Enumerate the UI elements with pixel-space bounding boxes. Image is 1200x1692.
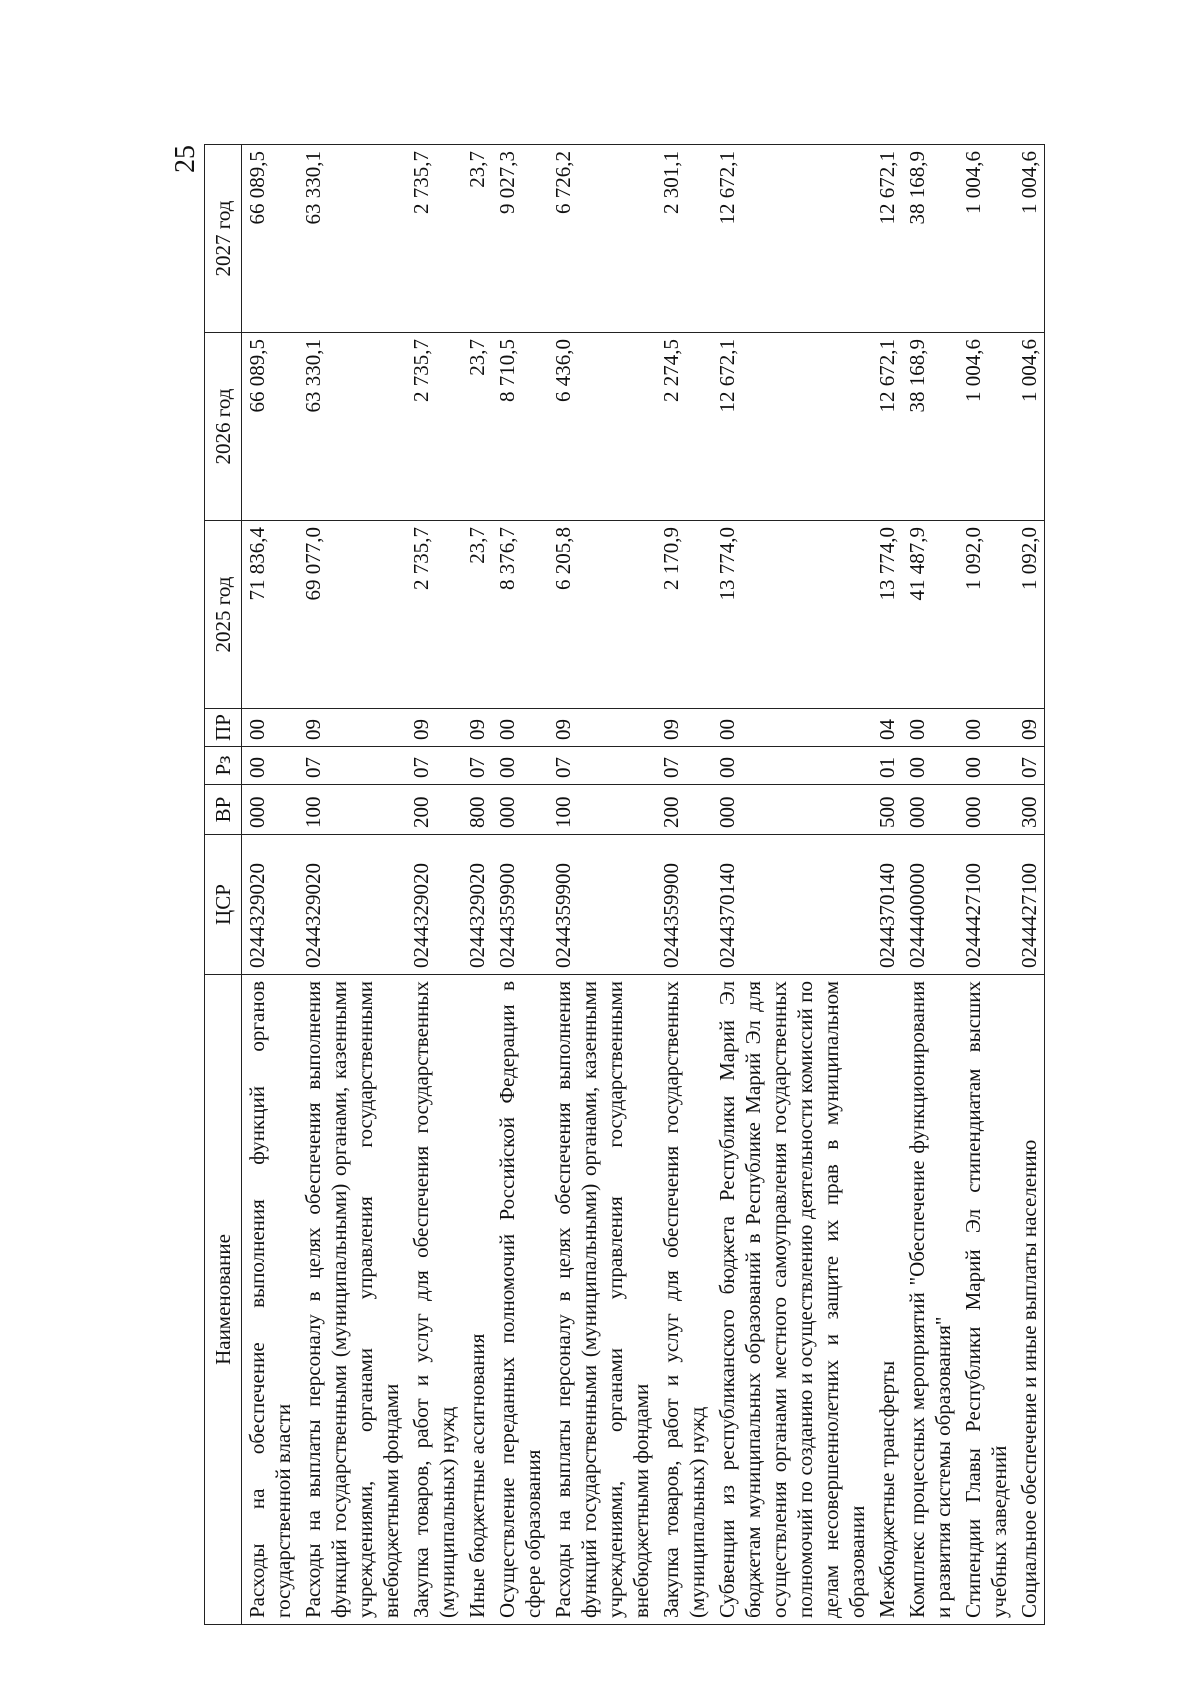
row-csr: 0244359900	[492, 835, 548, 975]
row-value-2025: 2 735,7	[406, 521, 462, 709]
row-vr: 000	[492, 785, 548, 835]
row-csr: 0244427100	[1014, 835, 1045, 975]
row-pr: 09	[462, 709, 492, 747]
row-value-2025: 41 487,9	[902, 521, 958, 709]
table-row	[242, 145, 299, 1625]
table-row	[872, 145, 902, 1625]
row-pr: 09	[1014, 709, 1045, 747]
table-row	[656, 145, 712, 1625]
row-pr: 00	[242, 709, 299, 747]
row-value-2027: 9 027,3	[492, 145, 548, 333]
row-name: Субвенции из республиканского бюджета Республики Марий Эл бюджетам муниципальных образований в Республике Марий Эл для осуществления органами местного самоуправления государственных полномочий по созданию и осуществлению деятельности комиссий по делам несовершеннолетних и защите их прав в муниципальном образовании	[712, 975, 872, 1625]
row-csr: 0244329020	[242, 835, 299, 975]
row-name: Комплекс процессных мероприятий "Обеспечение функционирования и развития системы образования"	[902, 975, 958, 1625]
row-rz: 01	[872, 747, 902, 785]
table-row	[1014, 145, 1045, 1625]
table-row	[492, 145, 548, 1625]
row-name: Расходы на обеспечение выполнения функций органов государственной власти	[242, 975, 299, 1625]
row-value-2025: 1 092,0	[958, 521, 1014, 709]
row-value-2026: 38 168,9	[902, 333, 958, 521]
row-pr: 00	[902, 709, 958, 747]
row-value-2027: 2 301,1	[656, 145, 712, 333]
row-name: Социальное обеспечение и иные выплаты населению	[1014, 975, 1045, 1625]
row-rz: 07	[1014, 747, 1045, 785]
row-vr: 100	[298, 785, 406, 835]
table-body	[242, 145, 1045, 1625]
table-row	[462, 145, 492, 1625]
row-csr: 0244359900	[656, 835, 712, 975]
row-pr: 00	[492, 709, 548, 747]
row-csr: 0244329020	[406, 835, 462, 975]
table-row	[712, 145, 872, 1625]
row-rz: 00	[958, 747, 1014, 785]
row-vr: 000	[242, 785, 299, 835]
row-csr: 0244359900	[548, 835, 656, 975]
row-csr: 0244400000	[902, 835, 958, 975]
row-value-2027: 66 089,5	[242, 145, 299, 333]
row-value-2026: 8 710,5	[492, 333, 548, 521]
row-pr: 09	[656, 709, 712, 747]
row-csr: 0244427100	[958, 835, 1014, 975]
row-value-2027: 23,7	[462, 145, 492, 333]
row-vr: 800	[462, 785, 492, 835]
row-value-2025: 13 774,0	[712, 521, 872, 709]
row-rz: 00	[492, 747, 548, 785]
row-csr: 0244329020	[298, 835, 406, 975]
row-value-2025: 6 205,8	[548, 521, 656, 709]
row-value-2026: 12 672,1	[712, 333, 872, 521]
row-value-2026: 23,7	[462, 333, 492, 521]
row-name: Закупка товаров, работ и услуг для обеспечения государственных (муниципальных) нужд	[406, 975, 462, 1625]
row-value-2025: 1 092,0	[1014, 521, 1045, 709]
row-value-2027: 12 672,1	[872, 145, 902, 333]
header-2025: 2025 год	[205, 521, 242, 709]
header-name: Наименование	[205, 975, 242, 1625]
row-rz: 07	[406, 747, 462, 785]
row-value-2027: 1 004,6	[1014, 145, 1045, 333]
row-vr: 300	[1014, 785, 1045, 835]
row-vr: 000	[902, 785, 958, 835]
row-value-2025: 13 774,0	[872, 521, 902, 709]
row-name: Межбюджетные трансферты	[872, 975, 902, 1625]
row-vr: 000	[712, 785, 872, 835]
row-vr: 000	[958, 785, 1014, 835]
row-rz: 00	[902, 747, 958, 785]
row-value-2027: 6 726,2	[548, 145, 656, 333]
row-pr: 04	[872, 709, 902, 747]
row-value-2027: 2 735,7	[406, 145, 462, 333]
row-value-2027: 1 004,6	[958, 145, 1014, 333]
header-rz: Рз	[205, 747, 242, 785]
table-row	[298, 145, 406, 1625]
row-value-2026: 6 436,0	[548, 333, 656, 521]
row-csr: 0244370140	[872, 835, 902, 975]
row-pr: 00	[958, 709, 1014, 747]
row-vr: 500	[872, 785, 902, 835]
row-name: Иные бюджетные ассигнования	[462, 975, 492, 1625]
row-rz: 07	[548, 747, 656, 785]
row-vr: 200	[406, 785, 462, 835]
row-value-2025: 23,7	[462, 521, 492, 709]
row-value-2027: 12 672,1	[712, 145, 872, 333]
row-value-2026: 2 274,5	[656, 333, 712, 521]
row-value-2025: 69 077,0	[298, 521, 406, 709]
row-name: Расходы на выплаты персоналу в целях обеспечения выполнения функций государственными (муниципальными) органами, казенными учреждениями, органами управления государственными внебюджетными фондами	[298, 975, 406, 1625]
row-value-2027: 63 330,1	[298, 145, 406, 333]
row-value-2027: 38 168,9	[902, 145, 958, 333]
table-row	[902, 145, 958, 1625]
header-2027: 2027 год	[205, 145, 242, 333]
rotated-sheet	[170, 145, 1041, 1625]
table-row	[406, 145, 462, 1625]
row-pr: 00	[712, 709, 872, 747]
row-value-2026: 12 672,1	[872, 333, 902, 521]
row-value-2025: 8 376,7	[492, 521, 548, 709]
row-name: Стипендии Главы Республики Марий Эл стипендиатам высших учебных заведений	[958, 975, 1014, 1625]
row-pr: 09	[548, 709, 656, 747]
row-value-2026: 2 735,7	[406, 333, 462, 521]
row-rz: 00	[242, 747, 299, 785]
header-csr: ЦСР	[205, 835, 242, 975]
header-vr: ВР	[205, 785, 242, 835]
row-value-2026: 1 004,6	[1014, 333, 1045, 521]
row-vr: 200	[656, 785, 712, 835]
row-csr: 0244370140	[712, 835, 872, 975]
row-value-2026: 66 089,5	[242, 333, 299, 521]
row-value-2025: 2 170,9	[656, 521, 712, 709]
row-name: Расходы на выплаты персоналу в целях обеспечения выполнения функций государственными (муниципальными) органами, казенными учреждениями, органами управления государственными внебюджетными фондами	[548, 975, 656, 1625]
row-name: Закупка товаров, работ и услуг для обеспечения государственных (муниципальных) нужд	[656, 975, 712, 1625]
page-number: 25	[170, 145, 201, 173]
row-rz: 07	[656, 747, 712, 785]
row-vr: 100	[548, 785, 656, 835]
row-rz: 00	[712, 747, 872, 785]
budget-table	[204, 144, 1045, 1625]
row-csr: 0244329020	[462, 835, 492, 975]
row-value-2026: 63 330,1	[298, 333, 406, 521]
row-pr: 09	[406, 709, 462, 747]
row-name: Осуществление переданных полномочий Российской Федерации в сфере образования	[492, 975, 548, 1625]
row-rz: 07	[462, 747, 492, 785]
header-pr: ПР	[205, 709, 242, 747]
table-header-row	[205, 145, 242, 1625]
row-rz: 07	[298, 747, 406, 785]
table-row	[958, 145, 1014, 1625]
table-row	[548, 145, 656, 1625]
row-value-2026: 1 004,6	[958, 333, 1014, 521]
row-value-2025: 71 836,4	[242, 521, 299, 709]
row-pr: 09	[298, 709, 406, 747]
header-2026: 2026 год	[205, 333, 242, 521]
